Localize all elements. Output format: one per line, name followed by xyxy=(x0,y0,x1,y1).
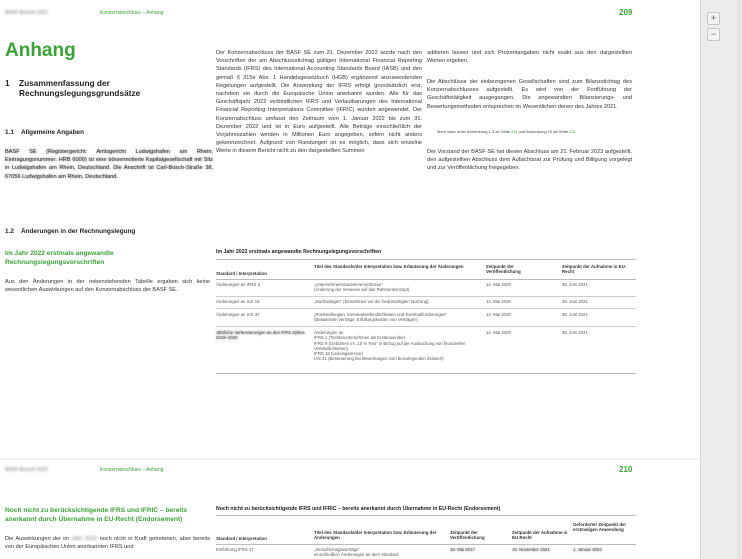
table-cell-standard: Jährliche Verbesserungen an den IFRS Zyklus 2018–2020 xyxy=(216,330,305,341)
page-number: 210 xyxy=(619,465,633,474)
table-cell-eu-adoption: 19. November 2021 xyxy=(512,547,550,552)
table-rule xyxy=(216,279,636,280)
zoom-out-button[interactable]: − xyxy=(707,28,720,41)
page-number: 209 xyxy=(619,8,633,17)
table-cell-publication: 18. Mai 2017 xyxy=(450,547,475,552)
table-title: Noch nicht zu berücksichtigende IFRS und IFRIC – bereits anerkannt durch Übernahme in EU-Recht (Endorsement) xyxy=(216,506,501,512)
table-cell-publication: 14. Mai 2020 xyxy=(486,299,511,304)
table-header: Zeitpunkt der Aufnahme in EU-Recht xyxy=(512,530,568,541)
table-cell-title: „Rückstellungen, Eventualverbindlichkeiten und Eventualforderungen“ (Belastende Verträge, Erfüllungskosten von Verträgen) xyxy=(314,312,447,323)
running-header-report: BASF-Bericht 2022 xyxy=(5,10,48,16)
table-cell-standard: Änderungen an IAS 16 xyxy=(216,299,260,304)
table-header: Zeitpunkt der Aufnahme in EU-Recht xyxy=(562,264,627,275)
note-link-page-211[interactable]: 211 xyxy=(511,129,518,134)
table-rule xyxy=(216,373,636,374)
running-header-section: Konzernabschluss – Anhang xyxy=(100,10,164,16)
approval-paragraph: Der Vorstand der BASF SE hat diesen Abschluss am 21. Februar 2023 aufgestellt, den aufgestellten Abschluss dem Aufsichtsrat zur Prüfung und Billigung vorgelegt und zur Veröffentlichung freigegeben. xyxy=(427,149,632,172)
table-header: Standard / Interpretation xyxy=(216,271,267,276)
table-cell-publication: 14. Mai 2020 xyxy=(486,312,511,317)
table-header: Zeitpunkt der Veröffentlichung xyxy=(450,530,485,541)
note-link-page-231[interactable]: 231 xyxy=(569,129,576,134)
subsection-title: Änderungen in der Rechnungslegung xyxy=(21,228,136,235)
going-concern-paragraph: Die Abschlüsse der einbezogenen Gesellschaften sind zum Bilanzstichtag des Konzernabschlusses aufgestellt. Es wird von der Fortführung der Geschäftstätigkeit ausgegangen. Die angewandten Bilanzierungs- und Bewertungsmethoden entsprechen im Wesentlichen denen des Jahres 2021. xyxy=(427,79,632,110)
zoom-in-button[interactable]: + xyxy=(707,12,720,25)
table-cell-eu-adoption: 28. Juni 2021 xyxy=(562,330,588,335)
table-cell-eu-adoption: 28. Juni 2021 xyxy=(562,312,588,317)
table-header: Titel des Standards/der Interpretation bzw. Erläuterung der Änderungen xyxy=(314,264,464,269)
table-header: Standard / Interpretation xyxy=(216,536,267,541)
table-cell-title: „Sachanlagen“ (Einnahmen vor der beabsichtigten Nutzung) xyxy=(314,299,429,304)
running-header-section: Konzernabschluss – Anhang xyxy=(100,467,164,473)
table-cell-standard: Änderungen an IAS 37 xyxy=(216,312,260,317)
table-cell-first-application: 1. Januar 2023 xyxy=(573,547,602,552)
cross-reference-note: Mehr dazu unter Anmerkung 1.3 ab Seite 211 und Anmerkung 10 ab Seite 231 xyxy=(437,129,576,134)
table-row-divider xyxy=(216,296,636,297)
table-rule xyxy=(216,515,636,516)
table-row-divider xyxy=(216,308,636,309)
general-info-paragraph: BASF SE (Registergericht: Amtsgericht Ludwigshafen am Rhein; Eintragungsnummer: HRB 6000) ist eine börsennotierte Kapitalgesellschaft mit Sitz in Ludwigshafen am Rhein, Deutschland. Die Anschrift ist Carl-Bosch-Straße 38, 67056 Ludwigshafen am Rhein, Deutschland. xyxy=(5,149,213,180)
table-cell-title: Änderungen an IFRS 1 (Tochterunternehmen als Erstanwender) IFRS 9 (Gebühren im „10 % Test“ in Bezug auf die Ausbuchung von finanziellen Verbindlichkeiten) IFRS 16 (Leasinganreize) IAS 41 (Besteuerung bei Bewertungen zum beizulegenden Zeitwert) xyxy=(314,330,466,362)
basis-of-preparation-paragraph: Der Konzernabschluss der BASF SE zum 31. Dezember 2022 wurde nach den Vorschriften der am Abschlussstichtag gültigen International Financial Reporting Standards (IFRS) des International Accounting Standards Board (IASB) und den gemäß § 315e Abs. 1 Handelsgesetzbuch (HGB) ergänzend anzuwendenden Regelungen aufgestellt. Die Anwendung der IFRS erfolgt grundsätzlich erst, nachdem sie durch die Europäische Union anerkannt wurden. Alle für das Geschäftsjahr 2022 verbindlichen IFRS und Verlautbarungen des International Financial Reporting Interpretations Committee (IFRIC) wurden angewendet. Der Konzernabschluss umfasst den Zeitraum vom 1. Januar 2022 bis zum 31. Dezember 2022 und ist in Euro aufgestellt. Alle Beträge einschließlich der Vorjahreszahlen werden in Millionen Euro angegeben, sofern nicht anders gekennzeichnet. Aufgrund von Rundungen ist es möglich, dass sich einzelne Werte in diesem Bericht nicht zu den dargestellten Summen xyxy=(216,50,422,155)
green-subheading: Im Jahr 2022 erstmals angewandte Rechnungslegungsvorschriften xyxy=(5,250,114,266)
endorsement-paragraph: Die Auswirkungen der im Jahr 2022 noch nicht in Kraft getretenen, aber bereits von der Europäischen Union anerkannten IFRS und xyxy=(5,536,210,551)
table-cell-eu-adoption: 28. Juni 2021 xyxy=(562,282,588,287)
table-cell-standard: Einführung IFRS 17 xyxy=(216,547,254,552)
table-header: Zeitpunkt der Veröffentlichung xyxy=(486,264,521,275)
subsection-number: 1.2 xyxy=(5,228,14,235)
page-title: Anhang xyxy=(5,40,76,61)
table-cell-eu-adoption: 28. Juni 2021 xyxy=(562,299,588,304)
table-cell-title: „Versicherungsverträge“ einschließlich Änderungen an dem Standard xyxy=(314,547,399,558)
table-cell-standard: Änderungen an IFRS 3 xyxy=(216,282,260,287)
table-cell-publication: 14. Mai 2020 xyxy=(486,330,511,335)
subsection-title: Allgemeine Angaben xyxy=(21,129,84,136)
rounding-paragraph: addieren lassen und sich Prozentangaben nicht exakt aus den dargestellten Werten ergeben. xyxy=(427,50,632,65)
section-number: 1 xyxy=(5,78,10,88)
table-cell-publication: 14. Mai 2020 xyxy=(486,282,511,287)
table-rule xyxy=(216,259,636,260)
table-cell-title: „Unternehmenszusammenschlüsse“ (Änderung der Verweise auf das Rahmenkonzept) xyxy=(314,282,410,293)
subsection-number: 1.1 xyxy=(5,129,14,136)
page-break xyxy=(0,458,700,460)
table-title: Im Jahr 2022 erstmals angewandte Rechnungslegungsvorschriften xyxy=(216,249,382,255)
section-title: Zusammenfassung der Rechnungslegungsgrundsätze xyxy=(19,78,141,98)
green-subheading: Noch nicht zu berücksichtigende IFRS und IFRIC – bereits anerkannt durch Übernahme in EU-Recht (Endorsement) xyxy=(5,507,188,523)
table-rule xyxy=(216,544,636,545)
table-row-divider xyxy=(216,326,636,327)
table-header: Titel des Standards/der Interpretation bzw. Erläuterung der Änderungen xyxy=(314,530,437,541)
table-header: Geforderter Zeitpunkt der erstmaligen Anwendung xyxy=(573,522,627,533)
running-header-report: BASF-Bericht 2022 xyxy=(5,467,48,473)
vertical-scrollbar[interactable] xyxy=(737,0,741,559)
changes-paragraph: Aus den Änderungen in der nebenstehenden Tabelle ergaben sich keine wesentlichen Auswirkungen auf den Konzernabschluss der BASF SE. xyxy=(5,279,210,294)
